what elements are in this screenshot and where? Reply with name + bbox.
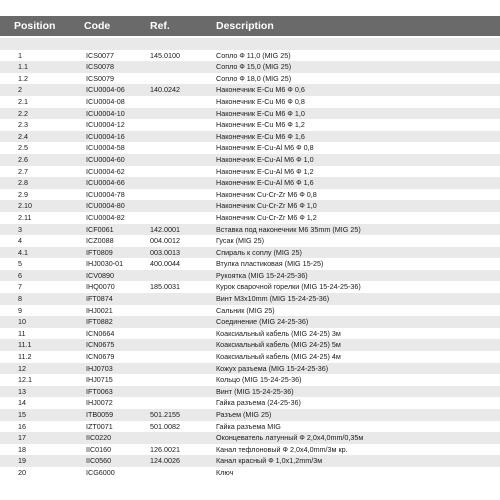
ref-cell: 185.0031	[150, 282, 180, 292]
position-cell: 2.1	[18, 96, 28, 106]
table-row	[0, 258, 500, 270]
table-header	[0, 16, 500, 36]
table-row	[0, 397, 500, 409]
table-spacer-row	[0, 38, 500, 50]
position-cell: 2.4	[18, 131, 28, 141]
ref-cell: 501.0082	[150, 421, 180, 431]
code-cell: ICU0004-82	[86, 212, 125, 222]
position-cell: 2.11	[18, 212, 32, 222]
code-cell: IHJ0072	[86, 398, 113, 408]
header-description: Description	[216, 20, 274, 32]
position-cell: 2.9	[18, 189, 28, 199]
position-cell: 11.2	[18, 352, 32, 362]
code-cell: ICZ0088	[86, 236, 114, 246]
position-cell: 7	[18, 282, 22, 292]
position-cell: 2.6	[18, 154, 28, 164]
position-cell: 2.5	[18, 143, 28, 153]
code-cell: IIC0220	[86, 433, 112, 443]
position-cell: 4	[18, 236, 22, 246]
table-row	[0, 339, 500, 351]
ref-cell: 400.0044	[150, 259, 180, 269]
parts-table-body	[0, 38, 500, 479]
code-cell: ICS0077	[86, 50, 114, 60]
description-cell: Ключ	[216, 467, 234, 477]
code-cell: ICU0004-10	[86, 108, 125, 118]
position-cell: 2.8	[18, 178, 28, 188]
position-cell: 11	[18, 328, 26, 338]
description-cell: Курок сварочной горелки (MIG 15-24-25-36)	[216, 282, 361, 292]
code-cell: ICU0004-58	[86, 143, 125, 153]
position-cell: 18	[18, 444, 26, 454]
table-row	[0, 142, 500, 154]
table-row	[0, 166, 500, 178]
table-row	[0, 189, 500, 201]
position-cell: 8	[18, 294, 22, 304]
table-row	[0, 386, 500, 398]
table-row	[0, 444, 500, 456]
header-code: Code	[84, 20, 111, 32]
description-cell: Канал красный Ф 1,0x1,2mm/3м	[216, 456, 323, 466]
position-cell: 13	[18, 386, 26, 396]
description-cell: Коаксиальный кабель (MIG 24-25) 4м	[216, 352, 341, 362]
ref-cell: 145.0100	[150, 50, 180, 60]
description-cell: Кольцо (MIG 15-24-25-36)	[216, 375, 302, 385]
table-row	[0, 270, 500, 282]
table-row	[0, 73, 500, 85]
code-cell: ICN0664	[86, 328, 115, 338]
table-row	[0, 177, 500, 189]
table-row	[0, 247, 500, 259]
position-cell: 11.1	[18, 340, 32, 350]
table-row	[0, 432, 500, 444]
position-cell: 9	[18, 305, 22, 315]
header-position: Position	[14, 20, 56, 32]
description-cell: Разъем (MIG 25)	[216, 410, 272, 419]
description-cell: Гусак (MIG 25)	[216, 236, 265, 246]
code-cell: ICS0079	[86, 73, 114, 83]
position-cell: 19	[18, 456, 26, 466]
description-cell: Наконечник E-Cu M6 Ф 0,8	[216, 96, 305, 106]
description-cell: Сопло Ф 15,0 (MIG 25)	[216, 62, 292, 72]
code-cell: IHJ0030-01	[86, 259, 124, 269]
code-cell: ICU0004-12	[86, 120, 125, 130]
table-row	[0, 293, 500, 305]
description-cell: Сальник (MIG 25)	[216, 305, 275, 315]
description-cell: Наконечник E-Cu M6 Ф 1,0	[216, 108, 305, 118]
description-cell: Спираль к соплу (MIG 25)	[216, 247, 302, 257]
position-cell: 2.7	[18, 166, 28, 176]
description-cell: Наконечник Cu-Cr-Zr M6 Ф 1,0	[216, 201, 317, 211]
description-cell: Гайка разъема (24-25-36)	[216, 398, 301, 408]
table-row	[0, 316, 500, 328]
table-row	[0, 212, 500, 224]
description-cell: Наконечник E-Cu-Al M6 Ф 1,6	[216, 178, 314, 188]
code-cell: ICU0004-06	[86, 85, 125, 95]
description-cell: Наконечник Cu-Cr-Zr M6 Ф 0,8	[216, 189, 317, 199]
code-cell: ICV0890	[86, 270, 114, 280]
ref-cell: 140.0242	[150, 85, 180, 95]
ref-cell: 124.0026	[150, 456, 180, 466]
description-cell: Наконечник E-Cu-Al M6 Ф 0,8	[216, 143, 314, 153]
code-cell: ICU0004-60	[86, 154, 125, 164]
description-cell: Коаксиальный кабель (MIG 24-25) 5м	[216, 340, 341, 350]
description-cell: Втулка пластиковая (MIG 15-25)	[216, 259, 324, 269]
code-cell: IIC0160	[86, 444, 112, 454]
code-cell: ICU0004-66	[86, 178, 125, 188]
description-cell: Наконечник E-Cu M6 Ф 1,6	[216, 131, 305, 141]
table-row	[0, 96, 500, 108]
position-cell: 5	[18, 259, 22, 269]
position-cell: 1.2	[18, 73, 28, 83]
code-cell: ICG6000	[86, 467, 115, 477]
code-cell: IHJ0703	[86, 363, 113, 373]
position-cell: 20	[18, 467, 26, 477]
position-cell: 6	[18, 270, 22, 280]
ref-cell: 003.0013	[150, 247, 180, 257]
code-cell: ICU0004-62	[86, 166, 125, 176]
table-row	[0, 50, 500, 62]
code-cell: IHQ0070	[86, 282, 115, 292]
code-cell: IHJ0715	[86, 375, 113, 385]
ref-cell: 142.0001	[150, 224, 180, 234]
table-row	[0, 281, 500, 293]
code-cell: ICN0675	[86, 340, 115, 350]
description-cell: Сопло Ф 11,0 (MIG 25)	[216, 50, 291, 60]
description-cell: Гайка разъема MIG	[216, 421, 281, 431]
code-cell: ICF0061	[86, 224, 114, 234]
ref-cell: 501.2155	[150, 410, 180, 419]
code-cell: ICU0004-80	[86, 201, 125, 211]
code-cell: ICN0679	[86, 352, 115, 362]
table-row	[0, 351, 500, 363]
code-cell: ICS0078	[86, 62, 114, 72]
description-cell: Рукоятка (MIG 15-24-25-36)	[216, 270, 308, 280]
table-row	[0, 131, 500, 143]
table-row	[0, 374, 500, 386]
code-cell: IFT0063	[86, 386, 113, 396]
description-cell: Оконцеватель латунный Ф 2,0x4,0mm/0,35м	[216, 433, 364, 443]
position-cell: 12.1	[18, 375, 32, 385]
code-cell: IZT0071	[86, 421, 113, 431]
position-cell: 2	[18, 85, 22, 95]
table-row	[0, 108, 500, 120]
position-cell: 1.1	[18, 62, 28, 72]
table-row	[0, 421, 500, 433]
table-row	[0, 154, 500, 166]
description-cell: Наконечник Cu-Cr-Zr M6 Ф 1,2	[216, 212, 317, 222]
code-cell: ITB0059	[86, 410, 114, 419]
position-cell: 2.2	[18, 108, 28, 118]
table-row	[0, 305, 500, 317]
table-row	[0, 455, 500, 467]
table-row	[0, 84, 500, 96]
code-cell: IFT0882	[86, 317, 113, 327]
header-ref: Ref.	[150, 20, 170, 32]
position-cell: 15	[18, 410, 26, 419]
description-cell: Канал тефлоновый Ф 2,0x4,0mm/3м кр.	[216, 444, 348, 454]
table-row	[0, 467, 500, 479]
position-cell: 17	[18, 433, 26, 443]
description-cell: Вставка под наконечник M6 35mm (MIG 25)	[216, 224, 361, 234]
position-cell: 2.10	[18, 201, 32, 211]
code-cell: IFT0809	[86, 247, 113, 257]
position-cell: 12	[18, 363, 26, 373]
description-cell: Кожух разъема (MIG 15-24-25-36)	[216, 363, 329, 373]
position-cell: 3	[18, 224, 22, 234]
position-cell: 10	[18, 317, 26, 327]
code-cell: ICU0004-78	[86, 189, 125, 199]
description-cell: Наконечник E-Cu M6 Ф 0,6	[216, 85, 305, 95]
table-row	[0, 409, 500, 421]
table-row	[0, 119, 500, 131]
position-cell: 16	[18, 421, 26, 431]
code-cell: IFT0874	[86, 294, 113, 304]
description-cell: Винт (MIG 15-24-25-36)	[216, 386, 294, 396]
description-cell: Соединение (MIG 24-25-36)	[216, 317, 309, 327]
table-row	[0, 363, 500, 375]
position-cell: 4.1	[18, 247, 28, 257]
description-cell: Коаксиальный кабель (MIG 24-25) 3м	[216, 328, 341, 338]
description-cell: Винт M3x10mm (MIG 15-24-25-36)	[216, 294, 330, 304]
table-row	[0, 224, 500, 236]
table-row	[0, 61, 500, 73]
position-cell: 2.3	[18, 120, 28, 130]
position-cell: 14	[18, 398, 26, 408]
table-row	[0, 200, 500, 212]
ref-cell: 004.0012	[150, 236, 180, 246]
code-cell: ICU0004-08	[86, 96, 125, 106]
ref-cell: 126.0021	[150, 444, 180, 454]
description-cell: Сопло Ф 18,0 (MIG 25)	[216, 73, 292, 83]
code-cell: ICU0004-16	[86, 131, 125, 141]
position-cell: 1	[18, 50, 22, 60]
table-row	[0, 328, 500, 340]
code-cell: IIC0560	[86, 456, 112, 466]
description-cell: Наконечник E-Cu-Al M6 Ф 1,0	[216, 154, 314, 164]
description-cell: Наконечник E-Cu M6 Ф 1,2	[216, 120, 305, 130]
description-cell: Наконечник E-Cu-Al M6 Ф 1,2	[216, 166, 314, 176]
table-row	[0, 235, 500, 247]
code-cell: IHJ0021	[86, 305, 113, 315]
